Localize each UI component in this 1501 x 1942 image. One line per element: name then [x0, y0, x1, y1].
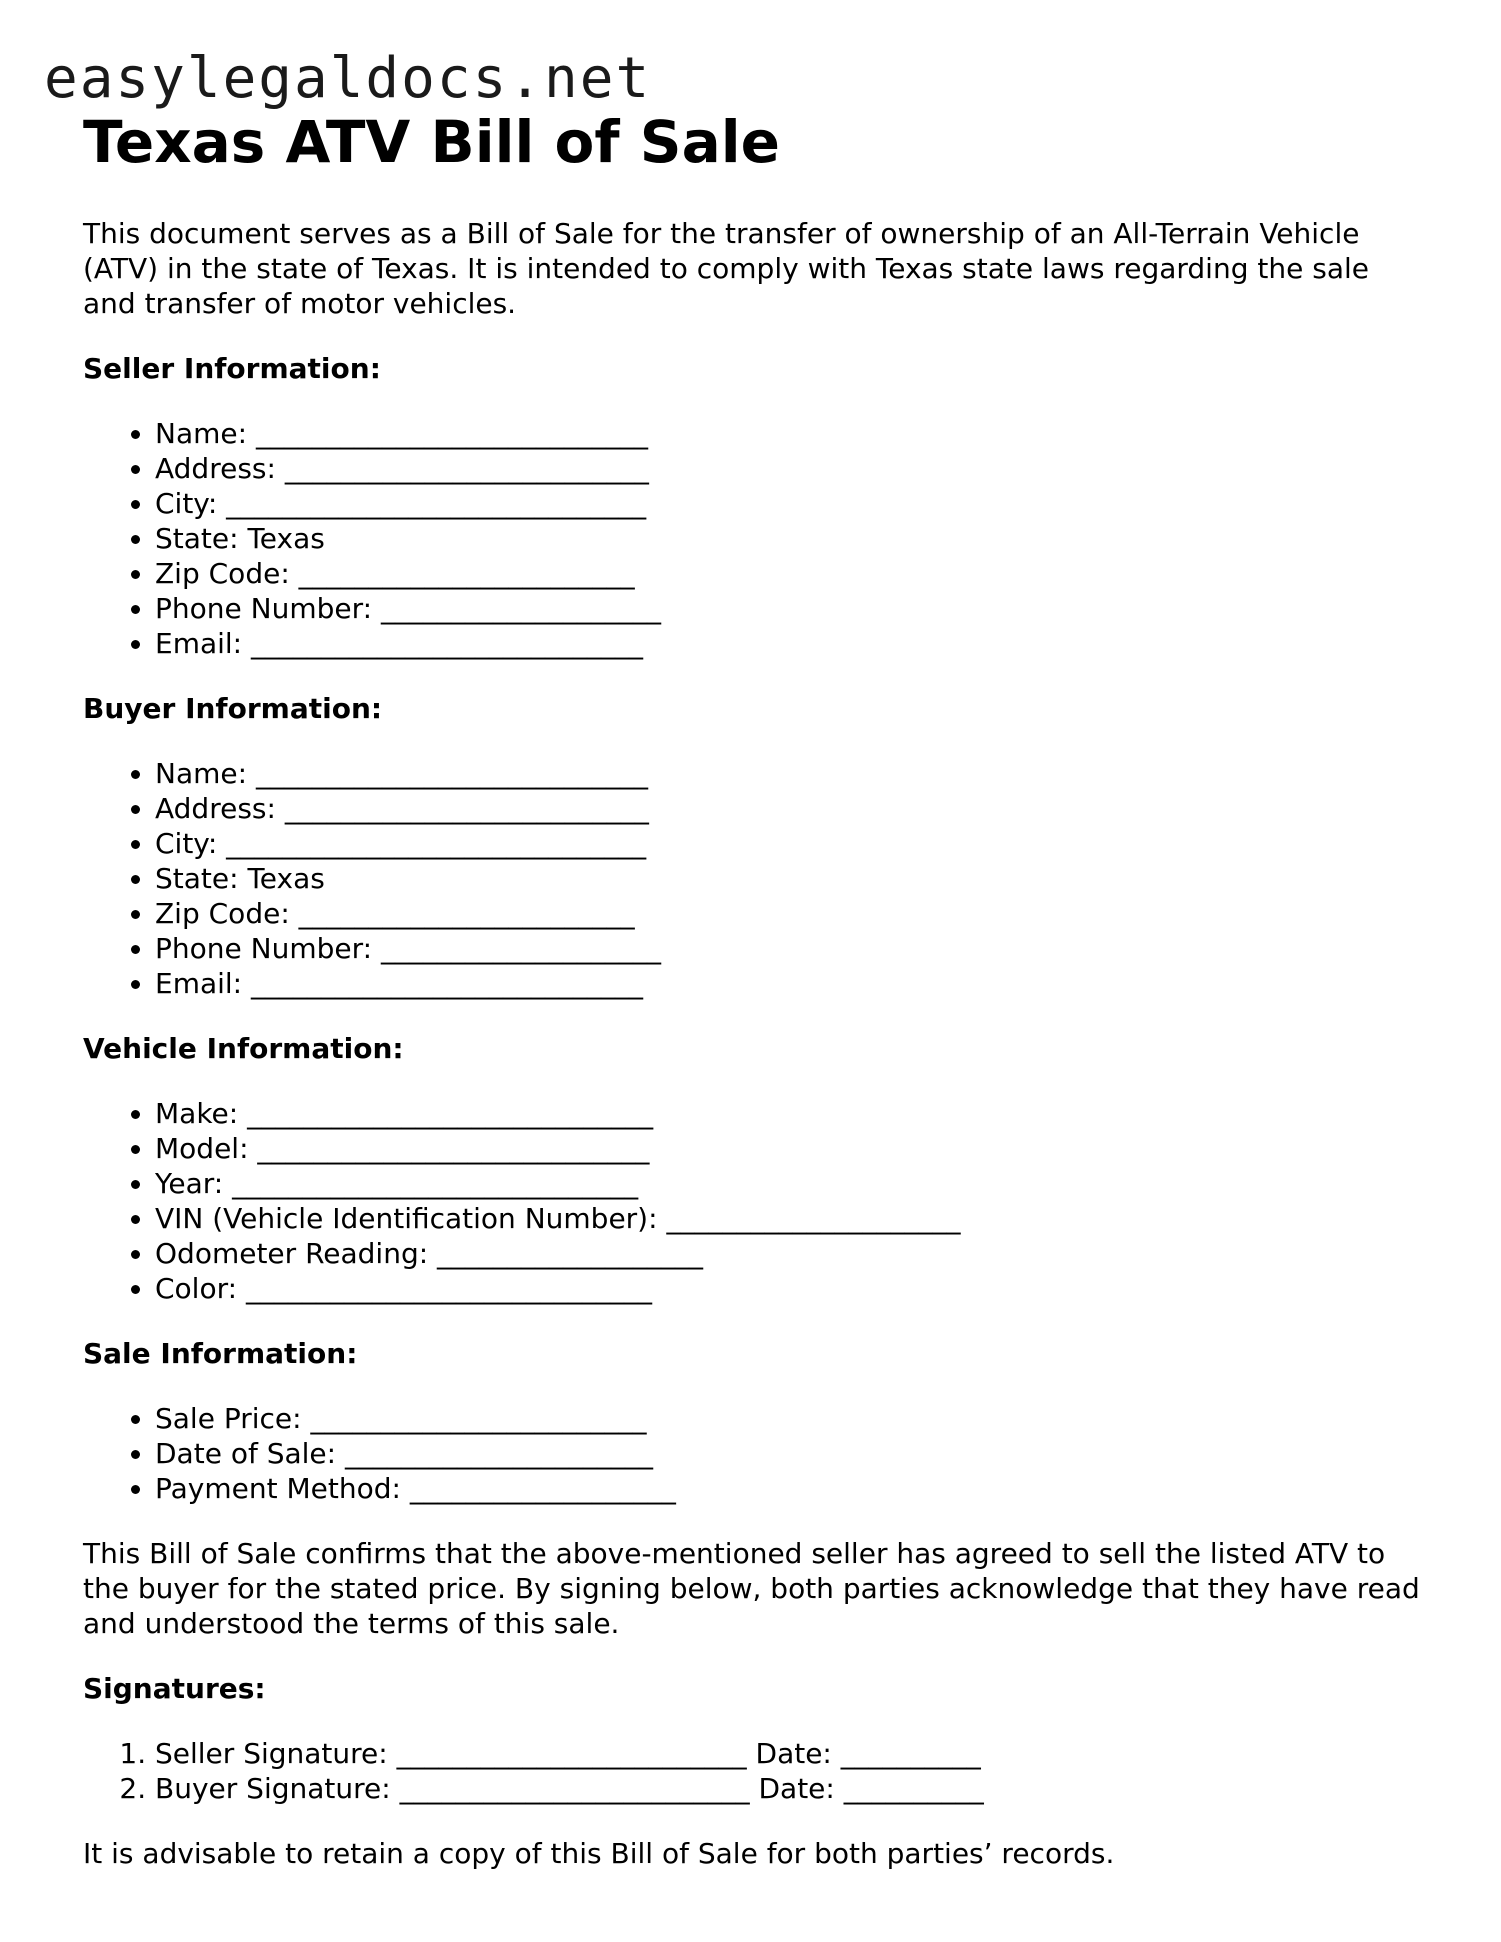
vehicle-make-field: • Make: _____________________________: [155, 1096, 1423, 1131]
vehicle-heading: Vehicle Information:: [83, 1032, 404, 1065]
vehicle-fields: [83, 1096, 1423, 1306]
vehicle-model-field: • Model: ____________________________: [155, 1131, 1423, 1166]
seller-zip-field: • Zip Code: ________________________: [155, 556, 1423, 591]
buyer-signature-line: 2. Buyer Signature: _________________________ Date: __________: [155, 1771, 1423, 1806]
seller-name-field: • Name: ____________________________: [155, 416, 1423, 451]
signatures-heading: Signatures:: [83, 1672, 266, 1705]
seller-city-field: • City: ______________________________: [155, 486, 1423, 521]
seller-email-field: • Email: ____________________________: [155, 626, 1423, 661]
intro-paragraph: This document serves as a Bill of Sale for the transfer of ownership of an All-Terrain Vehicle (ATV) in the state of Texas. It is intended to comply with Texas state laws regarding the sale and transfer of motor vehicles.: [83, 217, 1369, 320]
site-watermark: easylegaldocs.net: [44, 46, 652, 111]
signature-lines: [83, 1736, 1423, 1806]
seller-signature-line: 1. Seller Signature: _________________________ Date: __________: [155, 1736, 1423, 1771]
vehicle-vin-field: • VIN (Vehicle Identification Number): _____________________: [155, 1201, 1423, 1236]
sale-fields: [83, 1401, 1423, 1506]
buyer-phone-field: • Phone Number: ____________________: [155, 931, 1423, 966]
confirmation-paragraph: This Bill of Sale confirms that the above-mentioned seller has agreed to sell the listed ATV to the buyer for the stated price. By signing below, both parties acknowledge that they have read and understood the terms of this sale.: [83, 1537, 1420, 1640]
sale-date-field: • Date of Sale: ______________________: [155, 1436, 1423, 1471]
vehicle-year-field: • Year: _____________________________: [155, 1166, 1423, 1201]
document-title: Texas ATV Bill of Sale: [83, 108, 780, 176]
buyer-state-field: • State: Texas: [155, 861, 1423, 896]
vehicle-odometer-field: • Odometer Reading: ___________________: [155, 1236, 1423, 1271]
seller-address-field: • Address: __________________________: [155, 451, 1423, 486]
buyer-email-field: • Email: ____________________________: [155, 966, 1423, 1001]
document-body: [83, 102, 1423, 1871]
buyer-address-field: • Address: __________________________: [155, 791, 1423, 826]
payment-method-field: • Payment Method: ___________________: [155, 1471, 1423, 1506]
seller-phone-field: • Phone Number: ____________________: [155, 591, 1423, 626]
buyer-city-field: • City: ______________________________: [155, 826, 1423, 861]
vehicle-color-field: • Color: _____________________________: [155, 1271, 1423, 1306]
seller-heading: Seller Information:: [83, 352, 381, 385]
closing-note: It is advisable to retain a copy of this Bill of Sale for both parties’ records.: [83, 1837, 1115, 1870]
buyer-fields: [83, 756, 1423, 1001]
buyer-name-field: • Name: ____________________________: [155, 756, 1423, 791]
seller-fields: [83, 416, 1423, 661]
sale-heading: Sale Information:: [83, 1337, 358, 1370]
buyer-heading: Buyer Information:: [83, 692, 383, 725]
buyer-zip-field: • Zip Code: ________________________: [155, 896, 1423, 931]
sale-price-field: • Sale Price: ________________________: [155, 1401, 1423, 1436]
seller-state-field: • State: Texas: [155, 521, 1423, 556]
